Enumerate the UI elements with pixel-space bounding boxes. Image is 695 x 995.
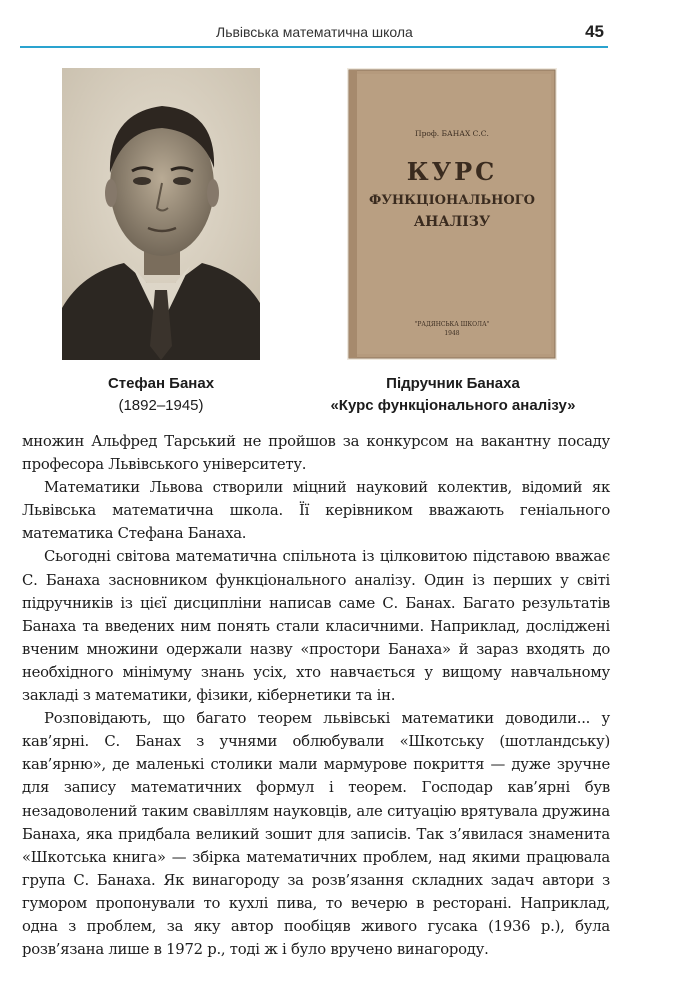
book-caption-line2: «Курс функціонального аналізу»: [330, 397, 576, 414]
cover-title-2: ФУНКЦІОНАЛЬНОГО: [369, 193, 535, 208]
paragraph: Сьогодні світова математична спільнота із цілковитою підставою вважає С. Банаха засновником функціонального аналізу. Один із перших у світі підручників із цієї дисципліни написав саме С. Банах. Багато результатів Банаха та введених ним понять стали класичними. Наприклад, досліджені вченим множини одержали назву «простори Банаха» й зараз входять до необхідного мінімуму знань усіх, хто навчається у вищому навчальному закладі з математики, фізики, кібернетики та ін.: [22, 548, 610, 705]
body-text: [22, 430, 610, 961]
cover-title-1: КУРС: [406, 157, 498, 186]
portrait-illustration: [62, 68, 260, 360]
portrait-caption: [70, 373, 252, 417]
cover-title-3: АНАЛІЗУ: [413, 214, 491, 230]
cover-author: Проф. БАНАХ С.С.: [415, 129, 489, 138]
book-caption: [300, 373, 606, 417]
paragraph: множин Альфред Тарський не пройшов за конкурсом на вакантну посаду професора Львівського університету.: [22, 433, 610, 474]
book-caption-line1: Підручник Банаха: [386, 375, 520, 392]
cover-publisher: "РАДЯНСЬКА ШКОЛА": [414, 321, 490, 328]
header-rule: [20, 46, 608, 48]
paragraph: Розповідають, що багато теорем львівські математики доводили... у кав’ярні. С. Банах з учнями облюбували «Шкотську (шотландську) кав’ярню», де маленькі столики мали мармурове покриття — дуже зручне для запису математичних формул і теорем. Господар кав’ярні був незадоволений таким свавіллям науковців, але ситуацію врятувала дружина Банаха, яка придбала великий зошит для записів. Так з’явилася знаменита «Шкотська книга» — збірка математичних проблем, над якими працювала група С. Банаха. Як винагороду за розв’язання складних задач автори з гумором пропонували то кухлі пива, то вечерю в ресторані. Наприклад, одна з проблем, за яку автор пообіцяв живого гусака (1936 р.), була розв’язана лише в 1972 р., тоді ж і було вручено винагороду.: [22, 710, 610, 959]
cover-year: 1948: [444, 330, 460, 337]
portrait-caption-years: (1892–1945): [118, 397, 204, 414]
page-number: 45: [585, 22, 604, 41]
textbook-cover-photo: [347, 68, 557, 360]
chapter-title: Львівська математична школа: [216, 24, 413, 40]
page-header: [20, 22, 608, 48]
portrait-caption-name: Стефан Банах: [107, 375, 215, 392]
book-cover-illustration: [347, 68, 557, 360]
banach-portrait-photo: [62, 68, 260, 360]
paragraph: Математики Львова створили міцний науковий колектив, відомий як Львівська математична школа. Її керівником вважають геніального математика Стефана Банаха.: [22, 479, 610, 543]
